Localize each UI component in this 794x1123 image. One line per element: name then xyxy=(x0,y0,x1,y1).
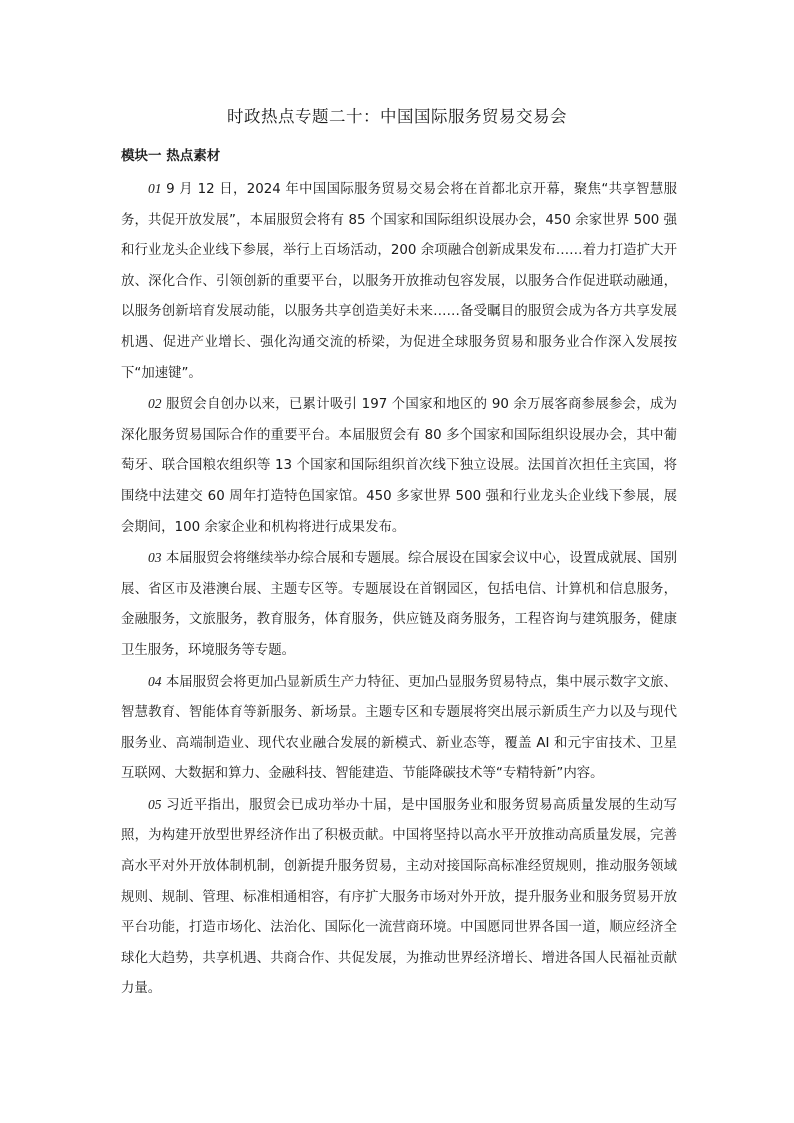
content-body xyxy=(121,174,677,1005)
paragraph-text: 习近平指出，服贸会已成功举办十届，是中国服务业和服务贸易高质量发展的生动写照，为构建开放型世界经济作出了积极贡献。中国将坚持以高水平开放推动高质量发展，完善高水平对外开放体制机制，创新提升服务贸易，主动对接国际高标准经贸规则，推动服务领域规则、规制、管理、标准相通相容，有序扩大服务市场对外开放，提升服务业和服务贸易开放平台功能，打造市场化、法治化、国际化一流营商环境。中国愿同世界各国一道，顺应经济全球化大趋势，共享机遇、共商合作、共促发展，为推动世界经济增长、增进各国人民福祉贡献力量。 xyxy=(121,797,677,997)
paragraph-02 xyxy=(121,389,677,543)
paragraph-01 xyxy=(121,174,677,389)
paragraph-text: 9 月 12 日，2024 年中国国际服务贸易交易会将在首都北京开幕，聚焦“共享智慧服务，共促开放发展”，本届服贸会将有 85 个国家和国际组织设展办会，450 余家世界 500 强和行业龙头企业线下参展，举行上百场活动，200 余项融合创新成果发布……着力打造扩大开放、深化合作、引领创新的重要平台，以服务开放推动包容发展，以服务合作促进联动融通，以服务创新培育发展动能，以服务共享创造美好未来……备受瞩目的服贸会成为各方共享发展机遇、促进产业增长、强化沟通交流的桥梁，为促进全球服务贸易和服务业合作深入发展按下“加速键”。 xyxy=(121,182,677,381)
paragraph-04 xyxy=(121,667,677,790)
section-heading: 模块一 热点素材 xyxy=(121,148,221,164)
paragraph-text: 本届服贸会将继续举办综合展和专题展。综合展设在国家会议中心，设置成就展、国别展、省区市及港澳台展、主题专区等。专题展设在首钢园区，包括电信、计算机和信息服务，金融服务，文旅服务，教育服务，体育服务，供应链及商务服务，工程咨询与建筑服务，健康卫生服务，环境服务等专题。 xyxy=(121,551,677,658)
paragraph-05 xyxy=(121,790,677,1005)
paragraph-number: 01 xyxy=(148,181,162,196)
paragraph-number: 05 xyxy=(148,796,162,812)
paragraph-03 xyxy=(121,543,677,666)
paragraph-number: 03 xyxy=(148,550,162,566)
paragraph-number: 04 xyxy=(148,673,162,689)
paragraph-text: 服贸会自创办以来，已累计吸引 197 个国家和地区的 90 余万展客商参展参会，成为深化服务贸易国际合作的重要平台。本届服贸会有 80 多个国家和国际组织设展办会，其中葡萄牙、联合国粮农组织等 13 个国家和国际组织首次线下独立设展。法国首次担任主宾国，将围绕中法建交 60 周年打造特色国家馆。450 多家世界 500 强和行业龙头企业线下参展，展会期间，100 余家企业和机构将进行成果发布。 xyxy=(121,397,677,535)
page-title: 时政热点专题二十：中国国际服务贸易交易会 xyxy=(227,107,567,126)
paragraph-number: 02 xyxy=(148,396,162,412)
paragraph-text: 本届服贸会将更加凸显新质生产力特征、更加凸显服务贸易特点，集中展示数字文旅、智慧教育、智能体育等新服务、新场景。主题专区和专题展将突出展示新质生产力以及与现代服务业、高端制造业、现代农业融合发展的新模式、新业态等，覆盖 AI 和元宇宙技术、卫星互联网、大数据和算力、金融科技、智能建造、节能降碳技术等“专精特新”内容。 xyxy=(121,674,677,782)
